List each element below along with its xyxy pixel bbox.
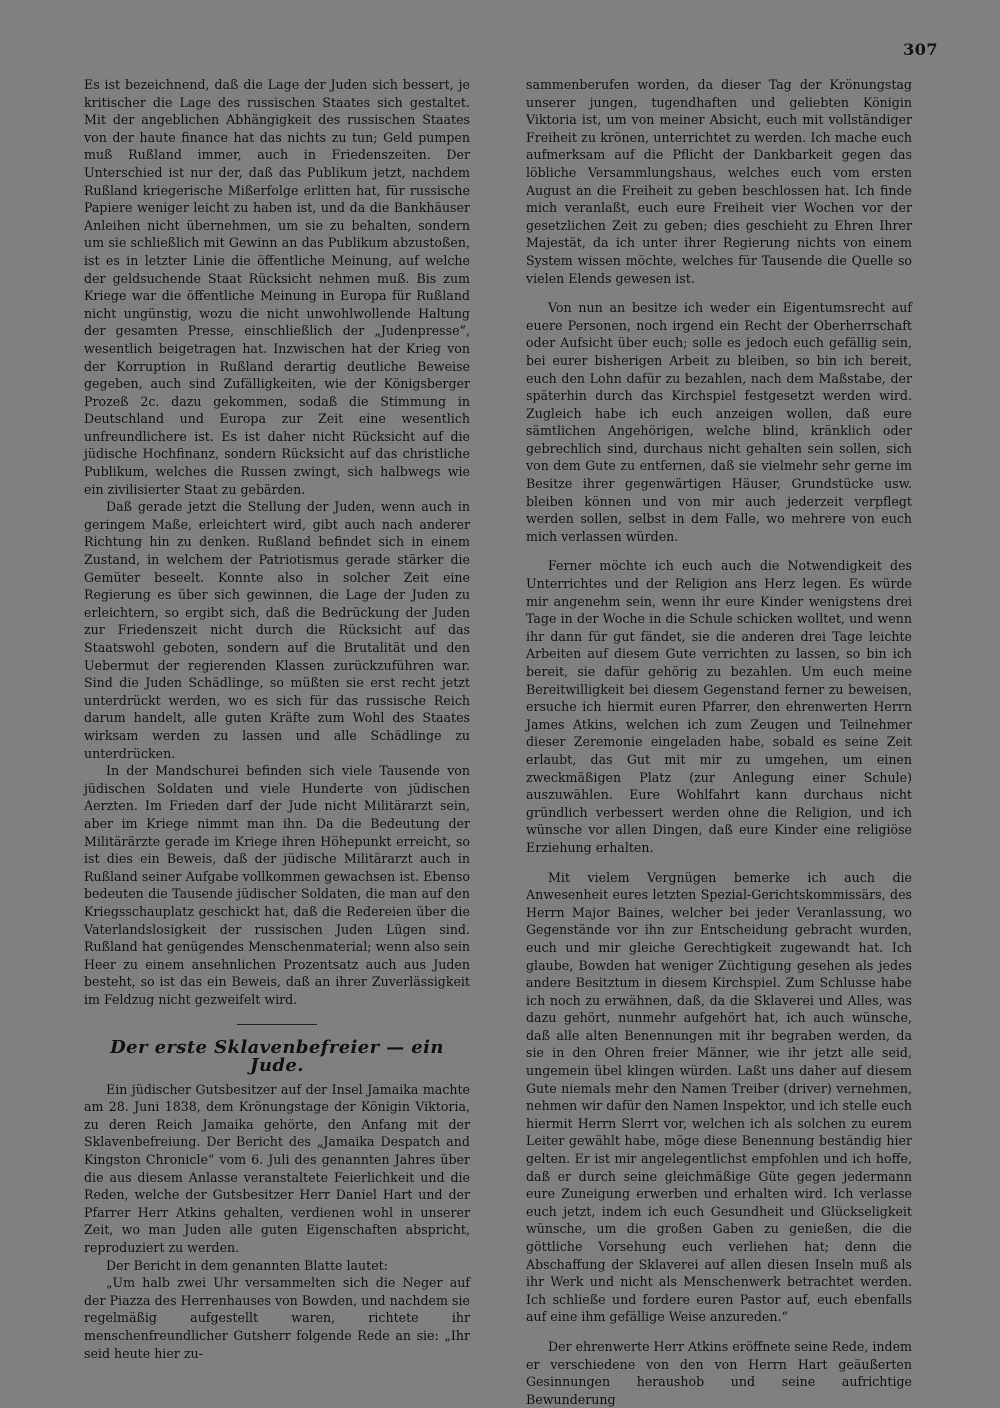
paragraph: „Um halb zwei Uhr versammelten sich die Neger auf der Piazza des Herrenhauses von Bowden, und nachdem sie regelmäßig aufgestellt waren, richtete ihr menschenfreundlicher Gutsherr folgende Rede an sie: „Ihr seid heute hier zu- (84, 1275, 470, 1361)
article-heading: Der erste Sklavenbefreier — ein Jude. (110, 1037, 444, 1077)
left-column (84, 76, 470, 1362)
paragraph: Mit vielem Vergnügen bemerke ich auch die Anwesenheit eures letzten Spezial-Gerichtskommissärs, des Herrn Major Baines, welcher bei jeder Veranlassung, wo Gegenstände vor ihn zur Entscheidung gebracht wurden, euch und mir gleiche Gerechtigkeit zugewandt hat. Ich glaube, Bowden hat weniger Züchtigung gesehen als jedes andere Besitztum in diesem Kirchspiel. Zum Schlusse habe ich noch zu erwähnen, daß, da die Sklaverei und Alles, was dazu gehört, nunmehr aufgehört hat, ich auch wünsche, daß alle alten Benennungen mit ihr begraben werden, da sie in den Ohren freier Männer, wie ihr jetzt alle seid, ungemein übel klingen würden. Laßt uns daher auf diesem Gute niemals mehr den Namen Treiber (driver) vernehmen, nehmen wir dafür den Namen Inspektor, und ich stelle euch hiermit Herrn Slerrt vor, welchen ich als solchen zu eurem Leiter gewählt habe, möge diese Benennung beständig hier gelten. Er ist mir angelegentlichst empfohlen und ich hoffe, daß er durch seine gleichmäßige Güte gegen jedermann eure Zuneigung erwerben und erhalten wird. Ich verlasse euch jetzt, indem ich euch Gesundheit und Glückseligkeit wünsche, um die großen Gaben zu genießen, die die göttliche Vorsehung euch verliehen hat; denn die Abschaffung der Sklaverei auf allen diesen Inseln muß als ihr Werk und nicht als Menschenwerk betrachtet werden. Ich schließe und fordere euren Pastor auf, euch ebenfalls auf eine ihm gefällige Weise anzureden.“ (526, 869, 912, 1325)
paragraph: Ein jüdischer Gutsbesitzer auf der Insel Jamaika machte am 28. Juni 1838, dem Krönungstage der Königin Viktoria, zu deren Reich Jamaika gehörte, den Anfang mit der Sklavenbefreiung. Der Bericht des „Jamaika Despatch and Kingston Chronicle“ vom 6. Juli des genannten Jahres über die aus diesem Anlasse veranstaltete Feierlichkeit und die Reden, welche der Gutsbesitzer Herr Daniel Hart und der Pfarrer Herr Atkins gehalten, verdienen wohl in unserer Zeit, wo man Juden alle guten Eigenschaften abspricht, reproduziert zu werden. (84, 1081, 470, 1255)
paragraph: Von nun an besitze ich weder ein Eigentumsrecht auf euere Personen, noch irgend ein Recht der Oberherrschaft oder Aufsicht über euch; solle es jedoch euch gefällig sein, bei eurer bisherigen Arbeit zu bleiben, so bin ich bereit, euch den Lohn dafür zu bezahlen, nach dem Maßstabe, der späterhin durch das Kirchspiel festgesetzt werden wird. Zugleich habe ich euch anzeigen wollen, daß eure sämtlichen Angehörigen, welche blind, kränklich oder gebrechlich sind, durchaus nicht gehalten sein sollen, sich von dem Gute zu entfernen, daß sie vielmehr sehr gerne im Besitze ihrer gegenwärtigen Häuser, Grundstücke usw. bleiben können und von mir auch jederzeit verpflegt werden sollen, selbst in dem Falle, wo mehrere von euch mich verlassen würden. (526, 300, 912, 544)
paragraph: Der Bericht in dem genannten Blatte lautet: (106, 1257, 388, 1273)
paragraph: Daß gerade jetzt die Stellung der Juden, wenn auch in geringem Maße, erleichtert wird, gibt auch nach anderer Richtung hin zu denken. Rußland befindet sich in einem Zustand, in welchem der Patriotismus gerade stärker die Gemüter beseelt. Konnte also in solcher Zeit eine Regierung es über sich gewinnen, die Lage der Juden zu erleichtern, so ergibt sich, daß die Bedrückung der Juden zur Friedenszeit nicht durch die Rücksicht auf das Staatswohl geboten, sondern auf die Brutalität und den Uebermut der regierenden Klassen zurückzuführen war. Sind die Juden Schädlinge, so müßten sie erst recht jetzt unterdrückt werden, wo es sich für das russische Reich darum handelt, alle guten Kräfte zum Wohl des Staates wirksam werden zu lassen und alle Schädlinge zu unterdrücken. (84, 499, 470, 761)
paragraph: Der ehrenwerte Herr Atkins eröffnete seine Rede, indem er verschiedene von den von Herrn Hart geäußerten Gesinnungen heraushob und seine aufrichtige Bewunderung (526, 1338, 912, 1407)
page-number: 307 (903, 40, 938, 59)
paragraph: Es ist bezeichnend, daß die Lage der Juden sich bessert, je kritischer die Lage des russischen Staates sich gestaltet. Mit der angeblichen Abhängigkeit des russischen Staates von der haute finance hat das nichts zu tun; Geld pumpen muß Rußland immer, auch in Friedenszeiten. Der Unterschied ist nur der, daß das Publikum jetzt, nachdem Rußland kriegerische Mißerfolge erlitten hat, für russische Papiere weniger leicht zu haben ist, und da die Bankhäuser Anleihen nicht übernehmen, um sie zu behalten, sondern um sie schließlich mit Gewinn an das Publikum abzustoßen, ist es in letzter Linie die öffentliche Meinung, auf welche der geldsuchende Staat Rücksicht nehmen muß. Bis zum Kriege war die öffentliche Meinung in Europa für Rußland nicht ungünstig, wozu die nicht unwohlwollende Haltung der gesamten Presse, einschließlich der „Judenpresse“, wesentlich beigetragen hat. Inzwischen hat der Krieg von der Korruption in Rußland derartig deutliche Beweise gegeben, auch sind Zufälligkeiten, wie der Königsberger Prozeß 2c. dazu gekommen, sodaß die Stimmung in Deutschland und Europa zur Zeit eine wesentlich unfreundlichere ist. Es ist daher nicht Rücksicht auf die jüdische Hochfinanz, sondern Rücksicht auf das christliche Publikum, welches die Russen zwingt, sich halbwegs wie ein zivilisierter Staat zu gebärden. (84, 77, 470, 497)
paragraph: Ferner möchte ich euch auch die Notwendigkeit des Unterrichtes und der Religion ans Herz legen. Es würde mir angenehm sein, wenn ihr eure Kinder wenigstens drei Tage in der Woche in die Schule schicken wolltet, und wenn ihr dann für gut fändet, sie die anderen drei Tage leichte Arbeiten auf diesem Gute verrichten zu lassen, so bin ich bereit, sie dafür gehörig zu bezahlen. Um euch meine Bereitwilligkeit bei diesem Gegenstand ferner zu beweisen, ersuche ich hiermit euren Pfarrer, den ehrenwerten Herrn James Atkins, welchen ich zum Zeugen und Teilnehmer dieser Zeremonie eingeladen habe, sobald es seine Zeit erlaubt, das Gut mit mir zu umgehen, um einen zweckmäßigen Platz (zur Anlegung einer Schule) auszuwählen. Eure Wohlfahrt kann durchaus nicht gründlich verbessert werden ohne die Religion, und ich wünsche vor allen Dingen, daß eure Kinder eine religiöse Erziehung erhalten. (526, 558, 912, 855)
right-column (526, 76, 912, 1408)
paragraph: sammenberufen worden, da dieser Tag der Krönungstag unserer jungen, tugendhaften und geliebten Königin Viktoria ist, um von meiner Absicht, euch mit vollständiger Freiheit zu krönen, unterrichtet zu werden. Ich mache euch aufmerksam auf die Pflicht der Dankbarkeit gegen das löbliche Versammlungshaus, welches euch vom ersten August an die Freiheit zu geben beschlossen hat. Ich finde mich veranlaßt, euch eure Freiheit vier Wochen vor der gesetzlichen Zeit zu geben; dies geschieht zu Ehren Ihrer Majestät, da ich unter ihrer Regierung nichts von einem System wissen möchte, welches für Tausende die Quelle so vielen Elends gewesen ist. (526, 77, 912, 286)
paragraph: In der Mandschurei befinden sich viele Tausende von jüdischen Soldaten und viele Hunderte von jüdischen Aerzten. Im Frieden darf der Jude nicht Militärarzt sein, aber im Kriege nimmt man ihn. Da die Bedeutung der Militärärzte gerade im Kriege ihren Höhepunkt erreicht, so ist dies ein Beweis, daß der jüdische Militärarzt auch in Rußland seiner Aufgabe vollkommen gewachsen ist. Ebenso bedeuten die Tausende jüdischer Soldaten, die man auf den Kriegsschauplatz geschickt hat, daß die Redereien über die Vaterlandslosigkeit der russischen Juden Lügen sind. Rußland hat genügendes Menschenmaterial; wenn also sein Heer zu einem ansehnlichen Prozentsatz auch aus Juden besteht, so ist das ein Beweis, daß an ihrer Zuverlässigkeit im Feldzug nicht gezweifelt wird. (84, 763, 470, 1007)
section-divider (237, 1024, 317, 1025)
